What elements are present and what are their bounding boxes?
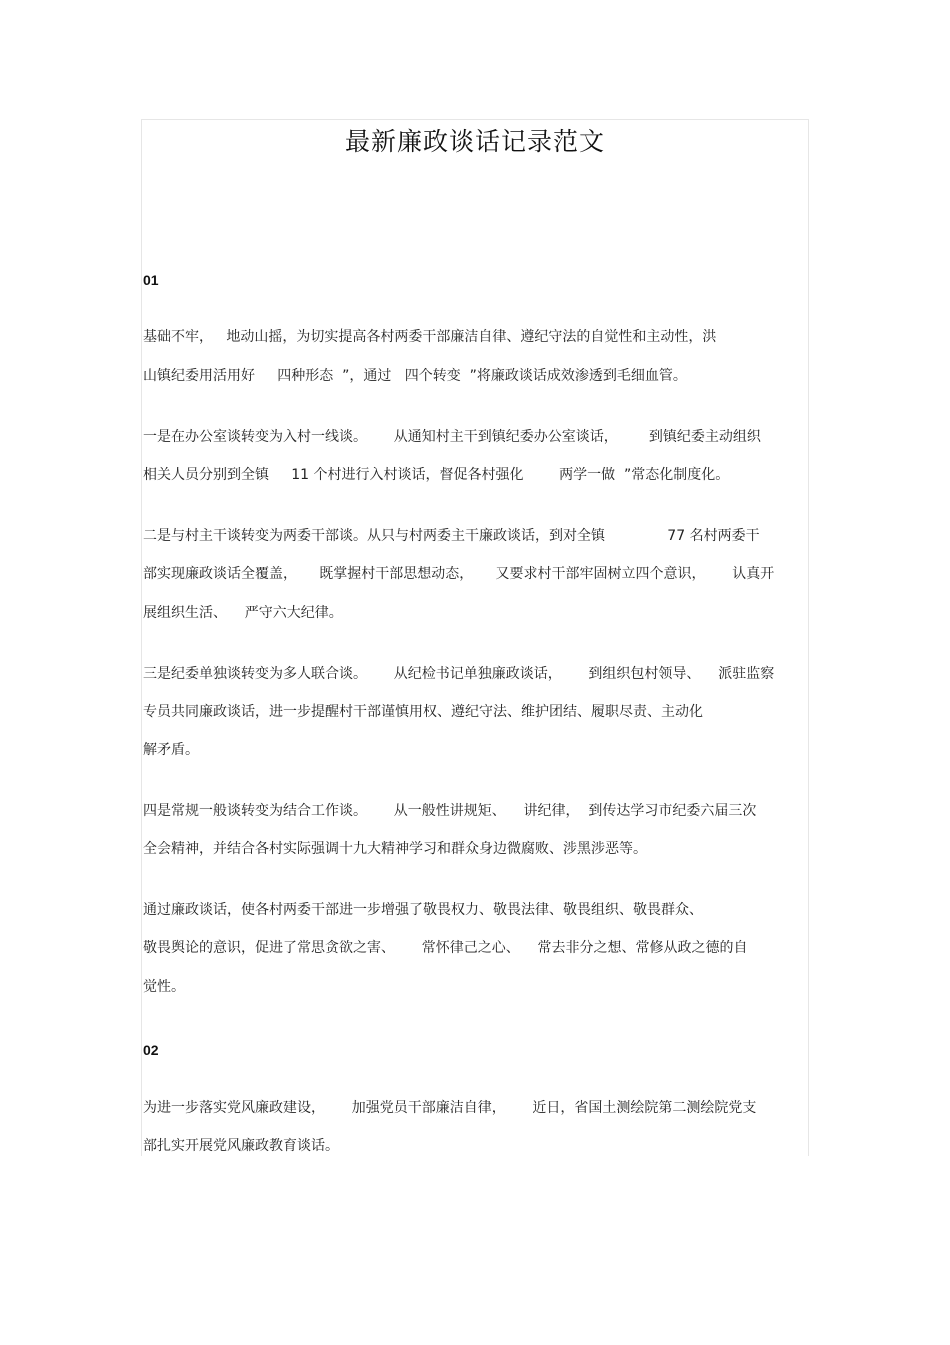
paragraph-line: 基础不牢， 地动山摇，为切实提高各村两委干部廉洁自律、遵纪守法的自觉性和主动性，洪 [143,329,717,345]
paragraph-line: 通过廉政谈话，使各村两委干部进一步增强了敬畏权力、敬畏法律、敬畏组织、敬畏群众、 [143,902,703,918]
paragraph-line: 四是常规一般谈转变为结合工作谈。 从一般性讲规矩、 讲纪律， 到传达学习市纪委六届三次 [143,803,757,819]
paragraph-line: 三是纪委单独谈转变为多人联合谈。 从纪检书记单独廉政谈话， 到组织包村领导、 派驻监察 [143,666,775,682]
paragraph-line: 一是在办公室谈转变为入村一线谈。 从通知村主干到镇纪委办公室谈话， 到镇纪委主动组织 [143,429,761,445]
paragraph-line: 山镇纪委用活用好 四种形态 ”，通过 四个转变 ”将廉政谈话成效渗透到毛细血管。 [143,368,687,384]
page-frame [141,119,809,1156]
paragraph-line: 相关人员分别到全镇 11 个村进行入村谈话，督促各村强化 两学一做 ”常态化制度化。 [143,467,730,483]
paragraph-line: 展组织生活、 严守六大纪律。 [143,605,343,621]
paragraph-line: 敬畏舆论的意识，促进了常思贪欲之害、 常怀律己之心、 常去非分之想、常修从政之德的自 [143,940,748,956]
document-title: 最新廉政谈话记录范文 [344,127,605,156]
paragraph-line: 部扎实开展党风廉政教育谈话。 [143,1138,339,1154]
section-number: 01 [143,272,159,288]
paragraph-line: 二是与村主干谈转变为两委干部谈。从只与村两委主干廉政谈话，到对全镇 77 名村两委干 [143,528,760,544]
paragraph-line: 部实现廉政谈话全覆盖， 既掌握村干部思想动态， 又要求村干部牢固树立四个意识， 认真开 [143,566,775,582]
paragraph-line: 觉性。 [143,979,185,995]
paragraph-line: 专员共同廉政谈话，进一步提醒村干部谨慎用权、遵纪守法、维护团结、履职尽责、主动化 [143,704,703,720]
paragraph-line: 解矛盾。 [143,742,199,758]
paragraph-line: 为进一步落实党风廉政建设， 加强党员干部廉洁自律， 近日，省国土测绘院第二测绘院党支 [143,1100,757,1116]
section-number: 02 [143,1042,159,1058]
paragraph-line: 全会精神，并结合各村实际强调十九大精神学习和群众身边微腐败、涉黑涉恶等。 [143,841,647,857]
